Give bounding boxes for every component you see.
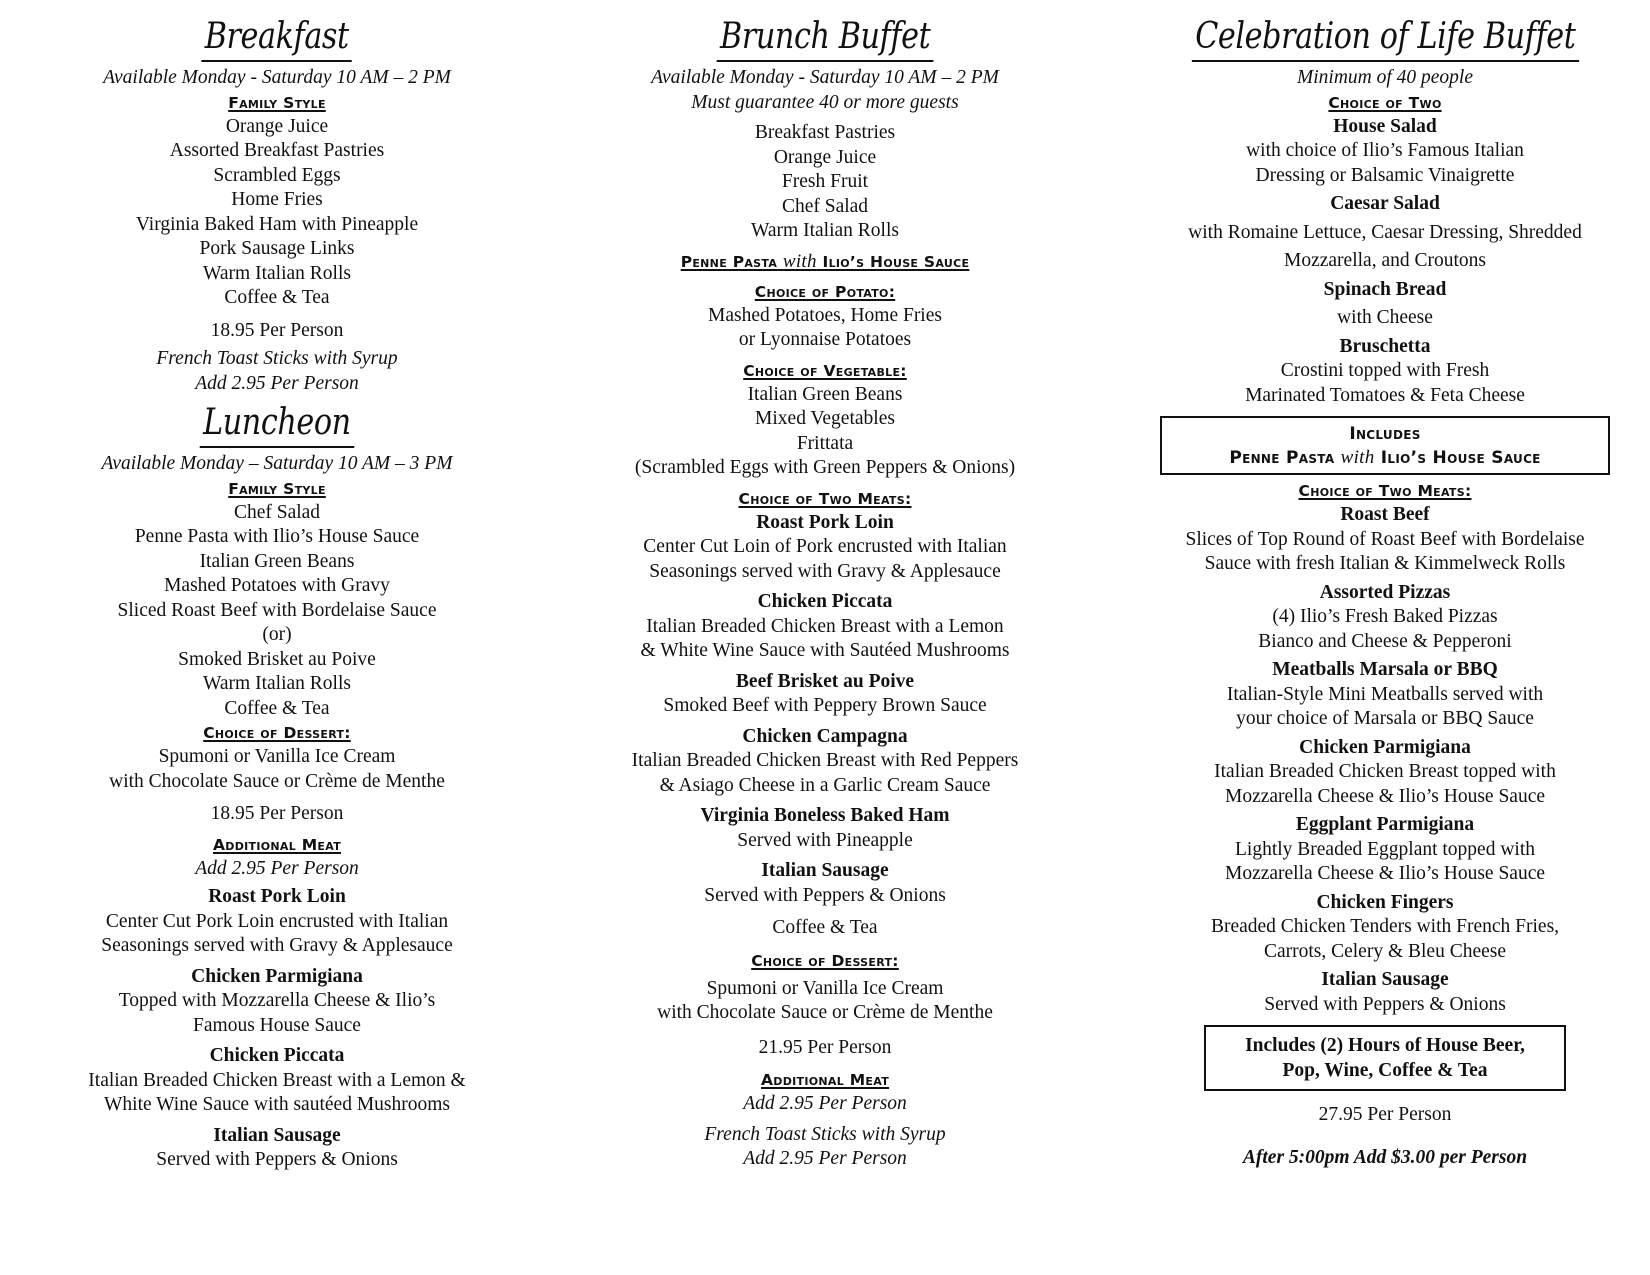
- luncheon-title: Luncheon: [200, 400, 354, 448]
- breakfast-addon-price: Add 2.95 Per Person: [195, 372, 359, 394]
- list-item: Smoked Brisket au Poive: [178, 648, 376, 670]
- menu-item-name: Spinach Bread: [1323, 278, 1447, 300]
- breakfast-price: 18.95 Per Person: [210, 319, 344, 341]
- list-item: Coffee & Tea: [224, 287, 330, 308]
- menu-item: [600, 511, 1050, 585]
- menu-item-desc: Center Cut Pork Loin encrusted with Italian: [105, 910, 449, 932]
- list-item: Assorted Breakfast Pastries: [169, 140, 385, 161]
- list-item: Frittata: [796, 432, 854, 454]
- menu-item-desc: Seasonings served with Gravy & Applesauce: [101, 935, 453, 956]
- menu-item: [1145, 192, 1625, 274]
- menu-item-desc: Served with Peppers & Onions: [704, 884, 946, 906]
- list-item: Orange Juice: [225, 115, 329, 137]
- celebration-title: Celebration of Life Buffet: [1192, 14, 1579, 62]
- pasta-with: with: [782, 250, 817, 272]
- menu-item: [600, 670, 1050, 719]
- drinks-line: Pop, Wine, Coffee & Tea: [1282, 1059, 1488, 1081]
- menu-item: [1145, 115, 1625, 189]
- brunch-vegetable-heading: Choice of Vegetable:: [743, 361, 907, 380]
- menu-item-desc: Italian-Style Mini Meatballs served with: [1226, 683, 1544, 705]
- menu-item-desc: Sauce with fresh Italian & Kimmelweck Rolls: [1204, 553, 1566, 574]
- luncheon-section: [40, 396, 514, 1173]
- list-item: Mixed Vegetables: [755, 408, 895, 429]
- column-brunch-buffet: [600, 14, 1050, 1172]
- menu-item-name: Bruschetta: [1339, 335, 1431, 357]
- breakfast-section: [40, 14, 514, 396]
- menu-item-desc: Famous House Sauce: [193, 1014, 361, 1036]
- drinks-box: [1204, 1025, 1566, 1091]
- menu-item-desc: Crostini topped with Fresh: [1280, 360, 1490, 381]
- breakfast-items: [40, 115, 514, 311]
- list-item: Pork Sausage Links: [199, 238, 355, 259]
- menu-item-name: Chicken Parmigiana: [191, 965, 363, 987]
- pasta-name: Penne Pasta: [1229, 448, 1335, 468]
- list-item: Warm Italian Rolls: [203, 262, 351, 284]
- menu-item-name: Roast Pork Loin: [208, 886, 346, 907]
- list-item: (or): [262, 624, 292, 645]
- menu-item-name: Italian Sausage: [213, 1124, 341, 1146]
- list-item: Sliced Roast Beef with Bordelaise Sauce: [117, 599, 437, 621]
- breakfast-addon: French Toast Sticks with Syrup: [156, 348, 398, 369]
- menu-item-desc: Topped with Mozzarella Cheese & Ilio’s: [118, 990, 436, 1011]
- menu-item-desc: Bianco and Cheese & Pepperoni: [1258, 630, 1512, 652]
- brunch-price: 21.95 Per Person: [758, 1036, 892, 1058]
- menu-item: [1145, 736, 1625, 810]
- menu-item-desc: Slices of Top Round of Roast Beef with Bordelaise: [1185, 528, 1585, 550]
- pasta-sauce: Ilio’s House Sauce: [1380, 448, 1541, 468]
- brunch-potato-heading: Choice of Potato:: [754, 282, 896, 301]
- menu-item: [40, 965, 514, 1039]
- includes-label: Includes: [1349, 424, 1421, 444]
- brunch-potato-line: Mashed Potatoes, Home Fries: [708, 304, 942, 326]
- menu-item-desc: Center Cut Loin of Pork encrusted with Italian: [643, 536, 1007, 557]
- menu-item-desc: Italian Breaded Chicken Breast with a Lemon &: [88, 1069, 466, 1091]
- celebration-price: 27.95 Per Person: [1318, 1104, 1452, 1125]
- menu-item-desc: with Cheese: [1337, 307, 1433, 328]
- menu-item: [1145, 658, 1625, 732]
- list-item: Warm Italian Rolls: [751, 220, 899, 241]
- list-item: Breakfast Pastries: [754, 122, 896, 143]
- menu-item: [40, 885, 514, 959]
- list-item: Scrambled Eggs: [213, 164, 341, 186]
- brunch-meats-heading: Choice of Two Meats:: [738, 489, 912, 508]
- celebration-choice-heading: Choice of Two: [1328, 93, 1442, 112]
- brunch-coffee: Coffee & Tea: [772, 917, 878, 938]
- luncheon-style-heading: Family Style: [228, 479, 326, 498]
- menu-item-desc: Served with Peppers & Onions: [156, 1149, 398, 1170]
- brunch-dessert-line: with Chocolate Sauce or Crème de Menthe: [657, 1002, 993, 1023]
- list-item: Mashed Potatoes with Gravy: [164, 575, 390, 596]
- menu-item: [600, 859, 1050, 908]
- brunch-dessert-heading: Choice of Dessert:: [751, 951, 899, 970]
- list-item: (Scrambled Eggs with Green Peppers & Onions): [634, 457, 1016, 478]
- menu-item: [1145, 278, 1625, 331]
- menu-item-name: Chicken Fingers: [1316, 891, 1454, 913]
- menu-item-desc: Smoked Beef with Peppery Brown Sauce: [663, 695, 987, 716]
- menu-item: [1145, 503, 1625, 577]
- menu-item-desc: Seasonings served with Gravy & Applesauce: [649, 560, 1001, 582]
- menu-item: [40, 1044, 514, 1118]
- pasta-sauce: Ilio’s House Sauce: [822, 252, 970, 271]
- breakfast-availability: Available Monday - Saturday 10 AM – 2 PM: [103, 67, 451, 88]
- menu-item-name: Italian Sausage: [1321, 969, 1449, 990]
- menu-item-desc: with Romaine Lettuce, Caesar Dressing, Shredded: [1188, 221, 1582, 243]
- brunch-availability: Available Monday - Saturday 10 AM – 2 PM: [651, 67, 999, 88]
- luncheon-items: [40, 501, 514, 722]
- menu-item-desc: Lightly Breaded Eggplant topped with: [1234, 838, 1536, 860]
- luncheon-additional-heading: Additional Meat: [212, 835, 342, 854]
- list-item: Chef Salad: [781, 195, 869, 217]
- menu-item-name: Assorted Pizzas: [1319, 581, 1451, 603]
- drinks-line: Includes (2) Hours of House Beer,: [1245, 1035, 1525, 1056]
- luncheon-availability: Available Monday – Saturday 10 AM – 3 PM: [101, 453, 453, 474]
- menu-item: [1145, 968, 1625, 1017]
- list-item: Virginia Baked Ham with Pineapple: [135, 213, 419, 235]
- breakfast-title: Breakfast: [202, 14, 353, 62]
- celebration-after-note: After 5:00pm Add $3.00 per Person: [1242, 1146, 1528, 1168]
- menu-item-name: Virginia Boneless Baked Ham: [700, 805, 950, 826]
- menu-item-name: Chicken Piccata: [757, 591, 893, 612]
- menu-item: [1145, 891, 1625, 965]
- menu-item-name: Roast Pork Loin: [756, 511, 894, 533]
- column-celebration-buffet: [1145, 14, 1625, 1170]
- column-breakfast-luncheon: [40, 14, 514, 1173]
- list-item: Fresh Fruit: [781, 171, 869, 192]
- menu-item-desc: Breaded Chicken Tenders with French Fries,: [1210, 916, 1560, 937]
- menu-item-desc: Mozzarella Cheese & Ilio’s House Sauce: [1224, 785, 1546, 807]
- menu-item: [1145, 581, 1625, 655]
- brunch-guarantee: Must guarantee 40 or more guests: [691, 91, 959, 113]
- menu-item-desc: Marinated Tomatoes & Feta Cheese: [1245, 384, 1525, 406]
- breakfast-style-heading: Family Style: [228, 93, 326, 112]
- menu-item-desc: Italian Breaded Chicken Breast topped with: [1214, 761, 1556, 782]
- celebration-minimum: Minimum of 40 people: [1296, 67, 1473, 88]
- menu-item-desc: Mozzarella Cheese & Ilio’s House Sauce: [1224, 863, 1546, 884]
- menu-item-desc: your choice of Marsala or BBQ Sauce: [1236, 708, 1534, 729]
- luncheon-dessert-line: with Chocolate Sauce or Crème de Menthe: [109, 770, 445, 792]
- menu-item: [40, 1124, 514, 1173]
- brunch-addon: French Toast Sticks with Syrup: [704, 1123, 946, 1145]
- menu-item-name: Chicken Parmigiana: [1299, 736, 1471, 758]
- menu-item-name: Meatballs Marsala or BBQ: [1272, 659, 1498, 680]
- menu-item-desc: White Wine Sauce with sautéed Mushrooms: [104, 1094, 450, 1115]
- brunch-additional-price: Add 2.95 Per Person: [743, 1093, 907, 1114]
- menu-item-desc: & Asiago Cheese in a Garlic Cream Sauce: [659, 774, 991, 796]
- menu-item-name: Eggplant Parmigiana: [1295, 814, 1475, 835]
- brunch-additional-heading: Additional Meat: [760, 1071, 890, 1089]
- menu-item: [600, 725, 1050, 799]
- list-item: Italian Green Beans: [747, 383, 903, 405]
- list-item: Coffee & Tea: [224, 697, 330, 719]
- brunch-addon-price: Add 2.95 Per Person: [743, 1148, 907, 1169]
- includes-pasta-box: [1160, 416, 1610, 475]
- includes-pasta: [1162, 446, 1608, 470]
- menu-item-name: Chicken Campagna: [742, 725, 908, 747]
- list-item: Penne Pasta with Ilio’s House Sauce: [134, 526, 420, 547]
- menu-item-desc: Served with Pineapple: [737, 829, 913, 851]
- menu-item-desc: & White Wine Sauce with Sautéed Mushrooms: [640, 640, 1010, 661]
- brunch-items: [600, 121, 1050, 244]
- menu-item-desc: Dressing or Balsamic Vinaigrette: [1255, 164, 1515, 186]
- luncheon-dessert-line: Spumoni or Vanilla Ice Cream: [158, 746, 396, 767]
- menu-item-desc: Mozzarella, and Croutons: [1284, 250, 1486, 271]
- menu-item: [600, 804, 1050, 853]
- brunch-vegetables: [600, 383, 1050, 481]
- menu-item-desc: (4) Ilio’s Fresh Baked Pizzas: [1272, 606, 1498, 627]
- menu-item-desc: Served with Peppers & Onions: [1264, 993, 1506, 1015]
- menu-item-name: Italian Sausage: [761, 860, 889, 881]
- menu-item-desc: Carrots, Celery & Bleu Cheese: [1263, 940, 1507, 962]
- list-item: Orange Juice: [773, 146, 877, 168]
- menu-item: [1145, 813, 1625, 887]
- menu-item-name: Caesar Salad: [1330, 193, 1440, 214]
- menu-item-desc: Italian Breaded Chicken Breast with a Lemon: [646, 615, 1004, 637]
- list-item: Warm Italian Rolls: [203, 673, 351, 694]
- menu-item-desc: with choice of Ilio’s Famous Italian: [1246, 140, 1524, 161]
- list-item: Chef Salad: [233, 501, 321, 523]
- menu-item-name: Beef Brisket au Poive: [735, 670, 915, 692]
- brunch-title: Brunch Buffet: [716, 14, 933, 62]
- list-item: Home Fries: [231, 189, 323, 210]
- menu-item-desc: Italian Breaded Chicken Breast with Red Peppers: [631, 750, 1019, 771]
- luncheon-dessert-heading: Choice of Dessert:: [203, 724, 351, 742]
- brunch-pasta-heading: [600, 250, 1050, 274]
- menu-item: [1145, 335, 1625, 409]
- menu-item-name: Chicken Piccata: [209, 1045, 345, 1066]
- brunch-potato-line: or Lyonnaise Potatoes: [738, 329, 912, 350]
- luncheon-price: 18.95 Per Person: [210, 803, 344, 824]
- menu-item: [600, 590, 1050, 664]
- menu-item-name: Roast Beef: [1340, 504, 1430, 525]
- pasta-with: with: [1340, 447, 1375, 468]
- menu-item-name: House Salad: [1333, 115, 1437, 137]
- luncheon-additional-price: Add 2.95 Per Person: [195, 857, 359, 879]
- celebration-meats-heading: Choice of Two Meats:: [1298, 482, 1472, 500]
- list-item: Italian Green Beans: [199, 550, 355, 572]
- brunch-dessert-line: Spumoni or Vanilla Ice Cream: [706, 977, 944, 999]
- pasta-name: Penne Pasta: [680, 252, 778, 271]
